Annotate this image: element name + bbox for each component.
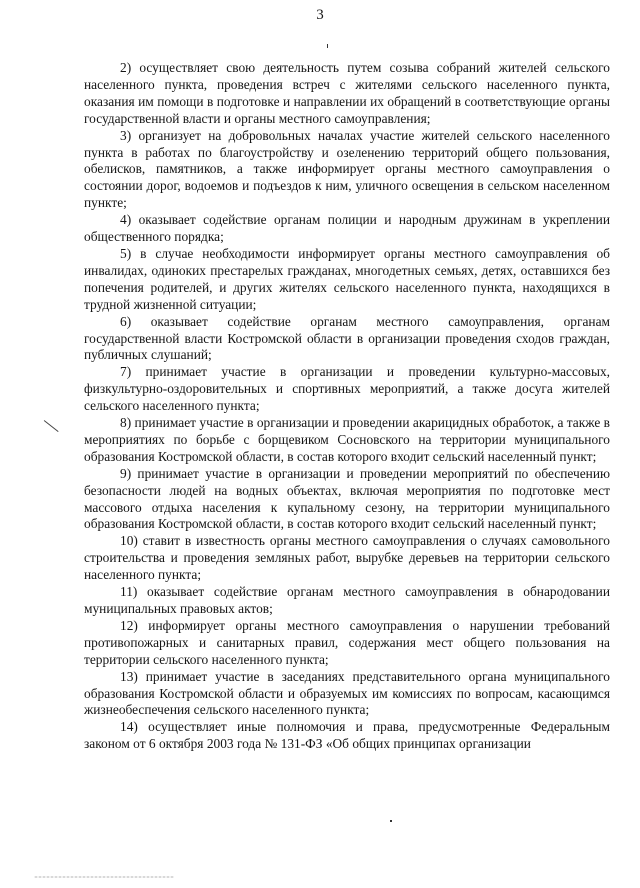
scan-artifact — [34, 876, 174, 878]
list-item: 9) принимает участие в организации и проведении мероприятий по обеспечению безопасности людей на водных объектах, включая мероприятия по подготовке мест массового отдыха населения к купальному сезону, на территории муниципального образования Костромской области, в состав которого входит сельский населенный пункт; — [84, 465, 610, 532]
list-item: 5) в случае необходимости информирует органы местного самоуправления об инвалидах, одиноких престарелых гражданах, многодетных семьях, детях, оставшихся без попечения родителей, и других жителях сельского населенного пункта, находящихся в трудной жизненной ситуации; — [84, 245, 610, 312]
margin-mark — [44, 420, 59, 432]
list-item: 8) принимает участие в организации и проведении акарицидных обработок, а также в мероприятиях по борьбе с борщевиком Сосновского на территории муниципального образования Костромской области, в состав которого входит сельский населенный пункт; — [84, 415, 610, 464]
document-body — [84, 60, 610, 753]
list-item: 6) оказывает содействие органам местного самоуправления, органам государственной власти Костромской области в организации проведения сходов граждан, публичных слушаний; — [84, 313, 610, 363]
list-item: 14) осуществляет иные полномочия и права, предусмотренные Федеральным законом от 6 октября 2003 года № 131-ФЗ «Об общих принципах организации — [84, 719, 610, 752]
page-number: 3 — [316, 7, 324, 23]
list-item: 13) принимает участие в заседаниях представительного органа муниципального образования Костромской области и образуемых им комиссиях по вопросам, касающимся жизнеобеспечения сельского населенного пункта; — [84, 668, 610, 718]
list-item: 7) принимает участие в организации и проведении культурно-массовых, физкультурно-оздоровительных и спортивных мероприятий, а также досуга жителей сельского населенного пункта; — [84, 364, 610, 414]
list-item: 11) оказывает содействие органам местного самоуправления в обнародовании муниципальных правовых актов; — [84, 584, 610, 616]
scan-speck — [327, 44, 328, 48]
list-item: 3) организует на добровольных началах участие жителей сельского населенного пункта в работах по благоустройству и озеленению территорий общего пользования, обелисков, памятников, а также информирует органы местного самоуправления о состоянии дорог, водоемов и подъездов к ним, уличного освещения в сельском населенном пункте; — [84, 127, 610, 211]
scan-speck — [390, 820, 392, 822]
list-item: 12) информирует органы местного самоуправления о нарушении требований противопожарных и санитарных правил, содержания мест общего пользования на территории сельского населенного пункта; — [84, 617, 610, 667]
list-item: 10) ставит в известность органы местного самоуправления о случаях самовольного строительства и проведения земляных работ, вырубке деревьев на территории сельского населенного пункта; — [84, 533, 610, 583]
list-item: 2) осуществляет свою деятельность путем созыва собраний жителей сельского населенного пункта, проведения встреч с жителями сельского населенного пункта, оказания им помощи в подготовке и направлении их обращений в соответствующие органы государственной власти и органы местного самоуправления; — [84, 60, 610, 126]
list-item: 4) оказывает содействие органам полиции и народным дружинам в укреплении общественного порядка; — [84, 212, 610, 245]
